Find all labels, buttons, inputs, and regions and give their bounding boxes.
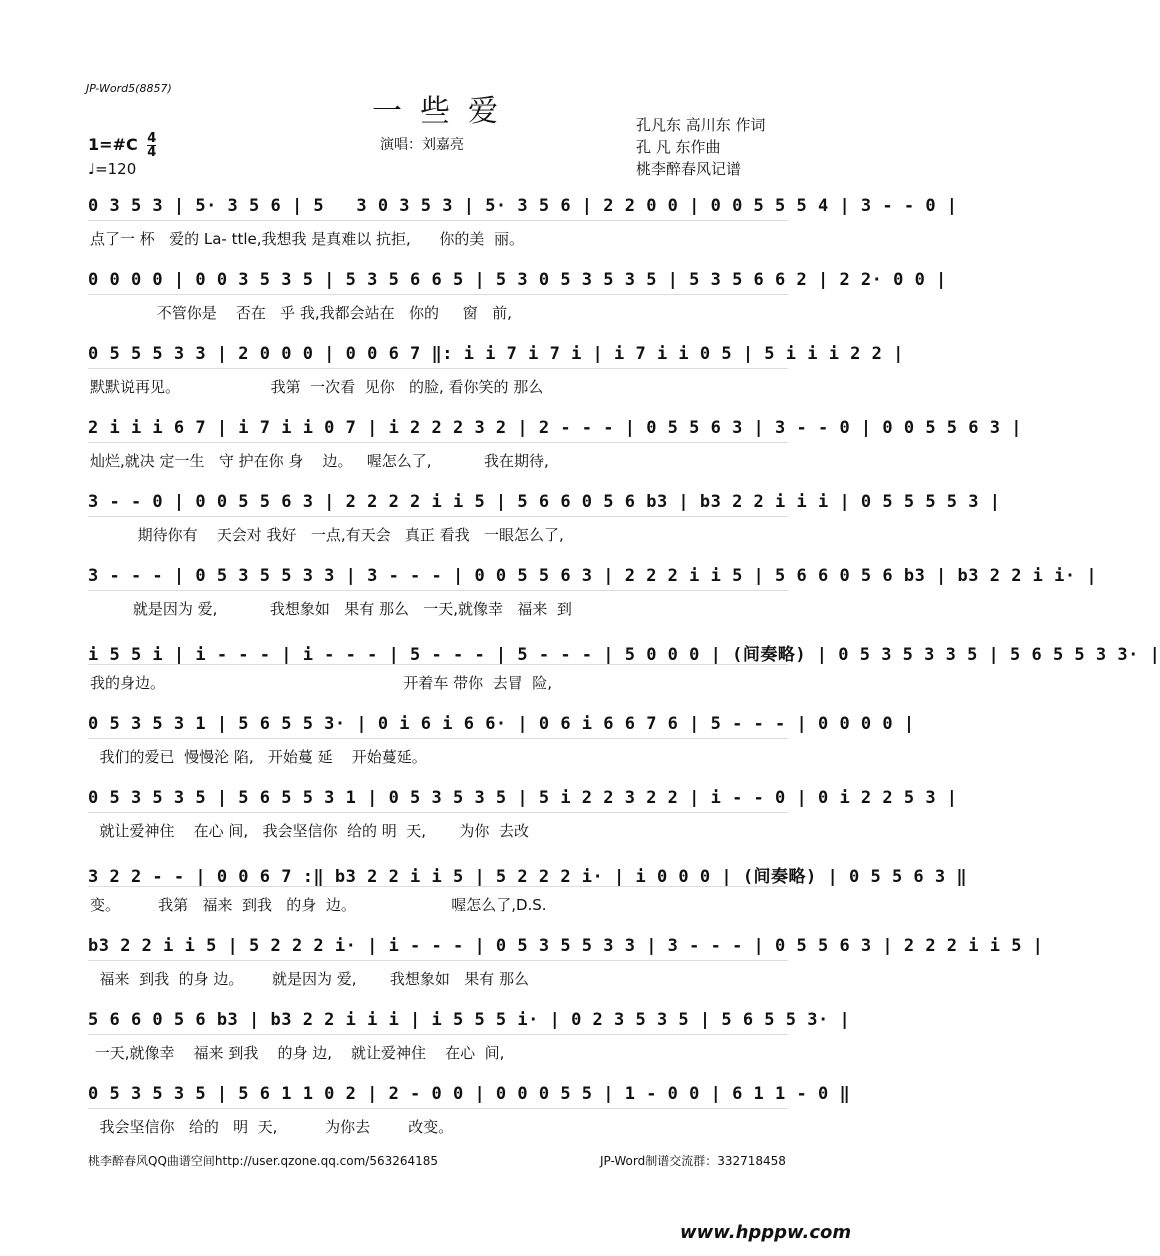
credits-block [636,114,766,180]
lyricist-credit: 孔凡东 高川东 作词 [636,116,766,134]
beam-line [88,590,788,591]
notation-row: 5 6 6 0 5 6 b3 | b3 2 2 i i i | i 5 5 5 i· | 0 2 3 5 3 5 | 5 6 5 5 3· | [88,1010,851,1030]
notation-row: 0 5 3 5 3 5 | 5 6 5 5 3 1 | 0 5 3 5 3 5 | 5 i 2 2 3 2 2 | i - - 0 | 0 i 2 2 5 3 | [88,788,958,808]
lyric-row: 点了一 杯 爱的 La- ttle,我想我 是真难以 抗拒, 你的美 丽。 [90,230,524,248]
lyric-row: 我的身边。 开着车 带你 去冒 险, [90,674,553,692]
notation-row: i 5 5 i | i - - - | i - - - | 5 - - - | 5 - - - | 5 0 0 0 | (间奏略) | 0 5 3 5 3 3 5 | 5 6 5 5 3 3· | [88,645,1160,665]
lyric-row: 期待你有 天会对 我好 一点,有天会 真正 看我 一眼怎么了, [90,526,564,544]
beam-line [88,442,788,443]
composer-credit: 孔 凡 东作曲 [636,138,721,156]
time-signature [147,132,156,159]
notation-row: 0 3 5 3 | 5· 3 5 6 | 5 3 0 3 5 3 | 5· 3 5 6 | 2 2 0 0 | 0 0 5 5 5 4 | 3 - - 0 | [88,196,958,216]
site-watermark: www.hpppw.com [680,1222,852,1243]
beam-line [88,812,788,813]
footer-left-text: 桃李醉春风QQ曲谱空间http://user.qzone.qq.com/563264185 [88,1154,439,1168]
key-signature [88,132,156,159]
beam-line [88,960,788,961]
beam-line [88,1034,788,1035]
lyric-row: 我们的爱已 慢慢沦 陷, 开始蔓 延 开始蔓延。 [90,748,427,766]
lyric-row: 默默说再见。 我第 一次看 见你 的脸, 看你笑的 那么 [90,378,544,396]
beam-line [88,738,788,739]
beam-line [88,1108,788,1109]
key-label: 1=#C [88,135,138,154]
time-bottom: 4 [147,145,157,160]
notation-row: 3 - - - | 0 5 3 5 5 3 3 | 3 - - - | 0 0 5 5 6 3 | 2 2 2 i i 5 | 5 6 6 0 5 6 b3 | b3 2 2 i i· | [88,566,1098,586]
beam-line [88,664,788,665]
lyric-row: 福来 到我 的身 边。 就是因为 爱, 我想象如 果有 那么 [90,970,529,988]
time-top: 4 [147,131,157,146]
notation-row: 0 0 0 0 | 0 0 3 5 3 5 | 5 3 5 6 6 5 | 5 3 0 5 3 5 3 5 | 5 3 5 6 6 2 | 2 2· 0 0 | [88,270,947,290]
software-label: JP-Word5(8857) [86,82,172,95]
notation-row: 2 i i i 6 7 | i 7 i i 0 7 | i 2 2 2 3 2 | 2 - - - | 0 5 5 6 3 | 3 - - 0 | 0 0 5 5 6 3 | [88,418,1022,438]
beam-line [88,294,788,295]
notation-row: 0 5 3 5 3 5 | 5 6 1 1 0 2 | 2 - 0 0 | 0 0 0 5 5 | 1 - 0 0 | 6 1 1 - 0 ‖ [88,1084,851,1104]
beam-line [88,368,788,369]
beam-line [88,886,788,887]
song-title: 一些爱 [372,94,516,129]
lyric-row: 变。 我第 福来 到我 的身 边。 喔怎么了,D.S. [90,896,547,914]
lyric-row: 灿烂,就决 定一生 守 护在你 身 边。 喔怎么了, 我在期待, [90,452,549,470]
lyric-row: 不管你是 否在 乎 我,我都会站在 你的 窗 前, [90,304,512,322]
notation-row: b3 2 2 i i 5 | 5 2 2 2 i· | i - - - | 0 5 3 5 5 3 3 | 3 - - - | 0 5 5 6 3 | 2 2 2 i i 5 | [88,936,1044,956]
tempo-marking: ♩=120 [88,160,137,178]
lyric-row: 就是因为 爱, 我想象如 果有 那么 一天,就像幸 福来 到 [90,600,572,618]
beam-line [88,516,788,517]
transcriber-credit: 桃李醉春风记谱 [636,160,742,178]
lyric-row: 就让爱神住 在心 间, 我会坚信你 给的 明 天, 为你 去改 [90,822,529,840]
beam-line [88,220,788,221]
lyric-row: 一天,就像幸 福来 到我 的身 边, 就让爱神住 在心 间, [90,1044,505,1062]
notation-row: 0 5 3 5 3 1 | 5 6 5 5 3· | 0 i 6 i 6 6· | 0 6 i 6 6 7 6 | 5 - - - | 0 0 0 0 | [88,714,915,734]
singer-credit: 演唱：刘嘉亮 [380,137,464,153]
notation-row: 3 2 2 - - | 0 0 6 7 :‖ b3 2 2 i i 5 | 5 2 2 2 i· | i 0 0 0 | (间奏略) | 0 5 5 6 3 ‖ [88,867,968,887]
footer-right-text: JP-Word制谱交流群：332718458 [600,1154,786,1168]
lyric-row: 我会坚信你 给的 明 天, 为你去 改变。 [90,1118,454,1136]
notation-row: 0 5 5 5 3 3 | 2 0 0 0 | 0 0 6 7 ‖: i i 7 i 7 i | i 7 i i 0 5 | 5 i i i 2 2 | [88,344,904,364]
notation-row: 3 - - 0 | 0 0 5 5 6 3 | 2 2 2 2 i i 5 | 5 6 6 0 5 6 b3 | b3 2 2 i i i | 0 5 5 5 5 3 | [88,492,1001,512]
